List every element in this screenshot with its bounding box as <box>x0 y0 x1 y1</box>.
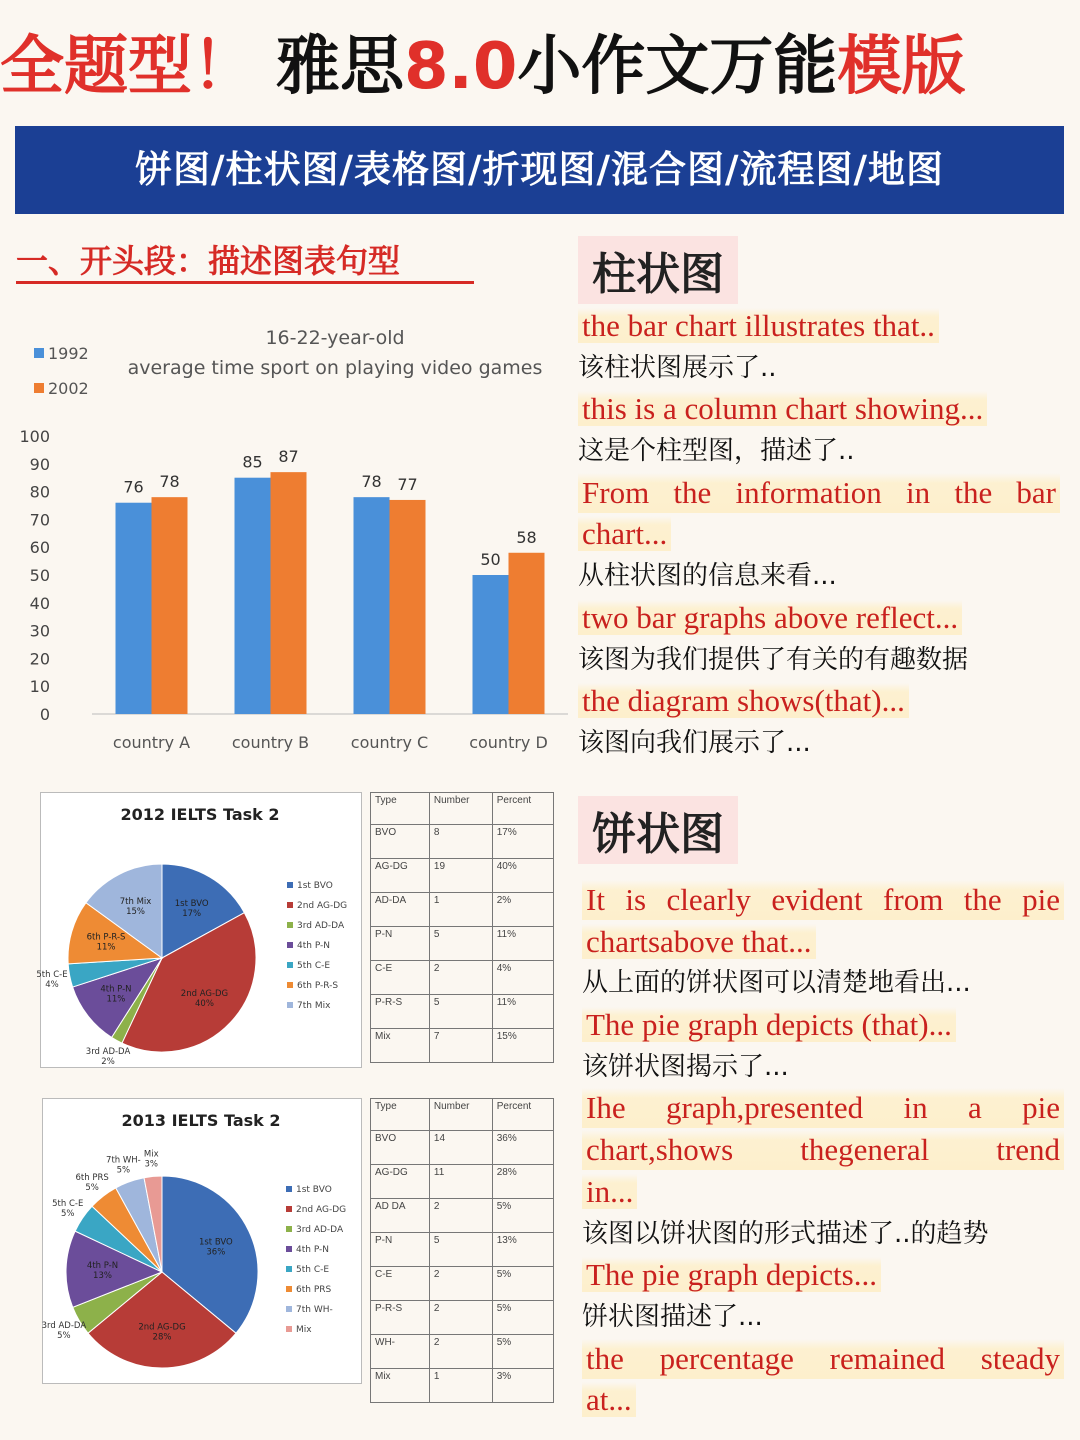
legend-swatch <box>286 1226 292 1232</box>
table-cell: 11 <box>429 1165 492 1199</box>
english-sentence: The pie graph depicts (that)... <box>582 1007 956 1042</box>
pie-section-tag: 饼状图 <box>578 796 738 864</box>
pie-slice-label: 1st BVO 17% <box>174 898 209 919</box>
y-tick-label: 10 <box>29 677 50 697</box>
english-sentence: the bar chart illustrates that.. <box>578 308 939 343</box>
table-row <box>371 1199 554 1233</box>
table-cell: 15% <box>492 1029 553 1063</box>
chinese-translation: 从上面的饼状图可以清楚地看出... <box>582 968 971 999</box>
legend-label: 5th C-E <box>296 1265 330 1275</box>
legend-swatch <box>286 1326 292 1332</box>
english-sentence: It is clearly evident from the pie <box>582 880 1064 920</box>
table-row <box>371 1029 554 1063</box>
y-tick-label: 20 <box>29 649 50 669</box>
y-tick-label: 40 <box>29 593 50 613</box>
pie-slice-label: 6th PRS 5% <box>75 1172 109 1193</box>
english-sentence: the diagram shows(that)... <box>578 683 909 718</box>
table-cell: 8 <box>429 825 492 859</box>
y-tick-label: 90 <box>29 454 50 474</box>
bar-value-label: 85 <box>242 452 263 472</box>
bar-section-tag: 柱状图 <box>578 236 738 304</box>
bar-2002-2 <box>271 472 307 714</box>
legend-swatch <box>286 1246 292 1252</box>
y-tick-label: 30 <box>29 621 50 641</box>
y-tick-label: 100 <box>19 427 50 446</box>
table-cell: BVO <box>371 1131 430 1165</box>
legend-swatch <box>287 942 293 948</box>
bar-value-label: 78 <box>159 472 180 492</box>
title-part-2: 雅思 <box>276 30 404 104</box>
table-row <box>371 1233 554 1267</box>
table-cell: 36% <box>492 1131 553 1165</box>
pie-slice-label: 4th P-N 11% <box>100 984 132 1005</box>
pie-slice-label: 5th C-E 5% <box>52 1198 84 1219</box>
legend-label: 3rd AD-DA <box>296 1225 344 1235</box>
pie-title-2012: 2012 IELTS Task 2 <box>120 805 280 824</box>
table-row <box>371 1267 554 1301</box>
pie-title-2013: 2013 IELTS Task 2 <box>121 1111 281 1130</box>
legend-label: 5th C-E <box>297 961 331 971</box>
table-cell: C-E <box>371 961 430 995</box>
bar-value-label: 58 <box>516 527 537 547</box>
legend-swatch <box>287 882 293 888</box>
english-sentence: the percentage remained steady <box>582 1339 1064 1379</box>
data-table-2013 <box>370 1098 554 1403</box>
section-underline <box>16 281 474 284</box>
table-cell: Mix <box>371 1029 430 1063</box>
bar-2002-1 <box>152 497 188 714</box>
pie-slice-label: 7th Mix 15% <box>119 897 152 918</box>
legend-swatch <box>287 902 293 908</box>
table-header-cell: Type <box>371 793 430 825</box>
legend-label-2002: 2002 <box>48 379 89 398</box>
table-header-cell: Percent <box>492 793 553 825</box>
table-row <box>371 1165 554 1199</box>
table-header-cell: Number <box>429 793 492 825</box>
table-cell: P-N <box>371 1233 430 1267</box>
legend-label: 7th Mix <box>297 1001 331 1011</box>
english-sentence: at... <box>582 1382 636 1417</box>
english-sentence: chart... <box>578 516 671 551</box>
table-cell: 5 <box>429 995 492 1029</box>
bar-value-label: 50 <box>480 550 501 569</box>
table-row <box>371 961 554 995</box>
chinese-translation: 饼状图描述了... <box>582 1301 763 1332</box>
pie-slice-label: 3rd AD-DA 5% <box>41 1321 87 1342</box>
pie-slice-label: 6th P-R-S 11% <box>86 932 126 953</box>
table-cell: P-N <box>371 927 430 961</box>
table-cell: 17% <box>492 825 553 859</box>
table-cell: AD-DA <box>371 893 430 927</box>
legend-label-1992: 1992 <box>48 344 89 363</box>
legend-swatch <box>287 982 293 988</box>
table-cell: Mix <box>371 1369 430 1403</box>
table-cell: 2 <box>429 1335 492 1369</box>
table-cell: BVO <box>371 825 430 859</box>
table-row <box>371 825 554 859</box>
title-part-3: 8.0 <box>404 30 518 104</box>
table-cell: 4% <box>492 961 553 995</box>
table-cell: 5% <box>492 1267 553 1301</box>
pie-sentence-list <box>582 880 1064 1422</box>
bar-value-label: 76 <box>123 477 144 497</box>
table-cell: 5 <box>429 927 492 961</box>
legend-label: 1st BVO <box>296 1185 332 1195</box>
legend-swatch <box>286 1306 292 1312</box>
page-title <box>0 22 1080 112</box>
chinese-translation: 从柱状图的信息来看... <box>578 561 837 592</box>
legend-label: 6th P-R-S <box>297 981 339 991</box>
english-sentence: chart,shows thegeneral trend <box>582 1130 1064 1170</box>
english-sentence: Ihe graph,presented in a pie <box>582 1088 1064 1128</box>
table-row <box>371 1369 554 1403</box>
table-cell: 11% <box>492 927 553 961</box>
english-sentence: two bar graphs above reflect... <box>578 600 962 635</box>
legend-label: 4th P-N <box>296 1245 330 1255</box>
table-cell: 14 <box>429 1131 492 1165</box>
table-cell: 13% <box>492 1233 553 1267</box>
table-row <box>371 893 554 927</box>
x-category-label: country A <box>112 733 191 752</box>
table-cell: 5% <box>492 1199 553 1233</box>
legend-label: 6th PRS <box>296 1285 332 1295</box>
y-tick-label: 0 <box>39 705 50 724</box>
legend-label: 3rd AD-DA <box>297 921 345 931</box>
table-cell: 11% <box>492 995 553 1029</box>
english-sentence: chartsabove that... <box>582 924 816 959</box>
legend-label: 4th P-N <box>297 941 331 951</box>
pie-slice-label: 5th C-E 4% <box>36 969 68 990</box>
table-cell: C-E <box>371 1267 430 1301</box>
chinese-translation: 该柱状图展示了.. <box>578 352 777 383</box>
table-cell: 2 <box>429 1301 492 1335</box>
legend-label: 2nd AG-DG <box>297 901 348 911</box>
table-cell: 1 <box>429 1369 492 1403</box>
table-row <box>371 1131 554 1165</box>
bar-value-label: 87 <box>278 447 299 467</box>
table-cell: 40% <box>492 859 553 893</box>
title-part-4: 小作文万能 <box>517 30 838 104</box>
data-table-2012 <box>370 792 554 1063</box>
table-cell: 2 <box>429 961 492 995</box>
legend-swatch <box>287 1002 293 1008</box>
table-cell: 2 <box>429 1199 492 1233</box>
legend-swatch-1992 <box>34 348 44 358</box>
bar-value-label: 77 <box>397 474 418 494</box>
table-cell: 5 <box>429 1233 492 1267</box>
pie-slice-label: 2nd AG-DG 40% <box>180 988 229 1009</box>
table-header-cell: Type <box>371 1099 430 1131</box>
english-sentence: in... <box>582 1174 637 1209</box>
pie-slice-label: 3rd AD-DA 2% <box>85 1047 131 1068</box>
table-cell: 19 <box>429 859 492 893</box>
english-sentence: From the information in the bar <box>578 473 1060 513</box>
table-row <box>371 995 554 1029</box>
table-header-cell: Number <box>429 1099 492 1131</box>
legend-swatch <box>286 1266 292 1272</box>
table-cell: 3% <box>492 1369 553 1403</box>
x-category-label: country C <box>350 733 429 752</box>
legend-swatch <box>286 1186 292 1192</box>
legend-swatch <box>286 1286 292 1292</box>
bar-2002-4 <box>509 553 545 714</box>
chinese-translation: 该图向我们展示了... <box>578 727 811 758</box>
bar-1992-3 <box>354 497 390 714</box>
table-header-cell: Percent <box>492 1099 553 1131</box>
legend-label: 7th WH- <box>296 1305 333 1315</box>
table-cell: P-R-S <box>371 995 430 1029</box>
bar-1992-2 <box>235 478 271 714</box>
pie-slice-label: 7th WH-5% <box>106 1155 141 1176</box>
pie-slice-label: 2nd AG-DG 28% <box>138 1322 186 1343</box>
y-tick-label: 70 <box>29 510 50 530</box>
bar-chart <box>10 318 570 768</box>
x-category-label: country B <box>231 733 310 752</box>
english-sentence: this is a column chart showing... <box>578 391 987 426</box>
y-tick-label: 50 <box>29 566 50 585</box>
table-cell: AD DA <box>371 1199 430 1233</box>
chart-subtitle: average time sport on playing video games <box>127 357 543 379</box>
title-part-1: 全题型！ <box>0 30 256 104</box>
legend-swatch <box>286 1206 292 1212</box>
table-row <box>371 927 554 961</box>
chinese-translation: 这是个柱型图，描述了.. <box>578 436 855 467</box>
x-category-label: country D <box>469 733 548 752</box>
table-row <box>371 1335 554 1369</box>
legend-swatch <box>287 962 293 968</box>
table-cell: AG-DG <box>371 859 430 893</box>
y-tick-label: 60 <box>29 538 50 558</box>
pie-slice-label: 1st BVO 36% <box>198 1237 233 1258</box>
pie-slice-label: Mix 3% <box>143 1149 159 1170</box>
bar-1992-1 <box>116 503 152 714</box>
table-cell: 7 <box>429 1029 492 1063</box>
table-cell: 5% <box>492 1335 553 1369</box>
pie-chart-2013 <box>42 1098 360 1382</box>
table-cell: P-R-S <box>371 1301 430 1335</box>
english-sentence: The pie graph depicts... <box>582 1257 881 1292</box>
chinese-translation: 该图以饼状图的形式描述了..的趋势 <box>582 1218 989 1249</box>
chart-title: 16-22-year-old <box>265 327 405 349</box>
y-tick-label: 80 <box>29 482 50 502</box>
table-row <box>371 1301 554 1335</box>
table-cell: 28% <box>492 1165 553 1199</box>
legend-swatch <box>287 922 293 928</box>
legend-swatch-2002 <box>34 383 44 393</box>
chart-types-banner: 饼图/柱状图/表格图/折现图/混合图/流程图/地图 <box>15 126 1064 214</box>
pie-chart-2012 <box>36 792 360 1068</box>
bar-2002-3 <box>390 500 426 714</box>
legend-label: 2nd AG-DG <box>296 1205 347 1215</box>
pie-slice-label: 4th P-N 13% <box>86 1261 119 1282</box>
bar-value-label: 78 <box>361 472 382 492</box>
table-cell: 2% <box>492 893 553 927</box>
bar-sentence-list <box>578 306 1060 765</box>
table-row <box>371 859 554 893</box>
table-cell: 1 <box>429 893 492 927</box>
table-cell: 5% <box>492 1301 553 1335</box>
chinese-translation: 该饼状图揭示了... <box>582 1051 789 1082</box>
table-cell: 2 <box>429 1267 492 1301</box>
bar-1992-4 <box>473 575 509 714</box>
title-part-5: 模版 <box>837 30 966 104</box>
chinese-translation: 该图为我们提供了有关的有趣数据 <box>578 644 969 675</box>
legend-label: Mix <box>296 1325 312 1335</box>
section-heading: 一、开头段：描述图表句型 <box>16 242 401 280</box>
legend-label: 1st BVO <box>297 881 333 891</box>
table-cell: AG-DG <box>371 1165 430 1199</box>
table-cell: WH- <box>371 1335 430 1369</box>
